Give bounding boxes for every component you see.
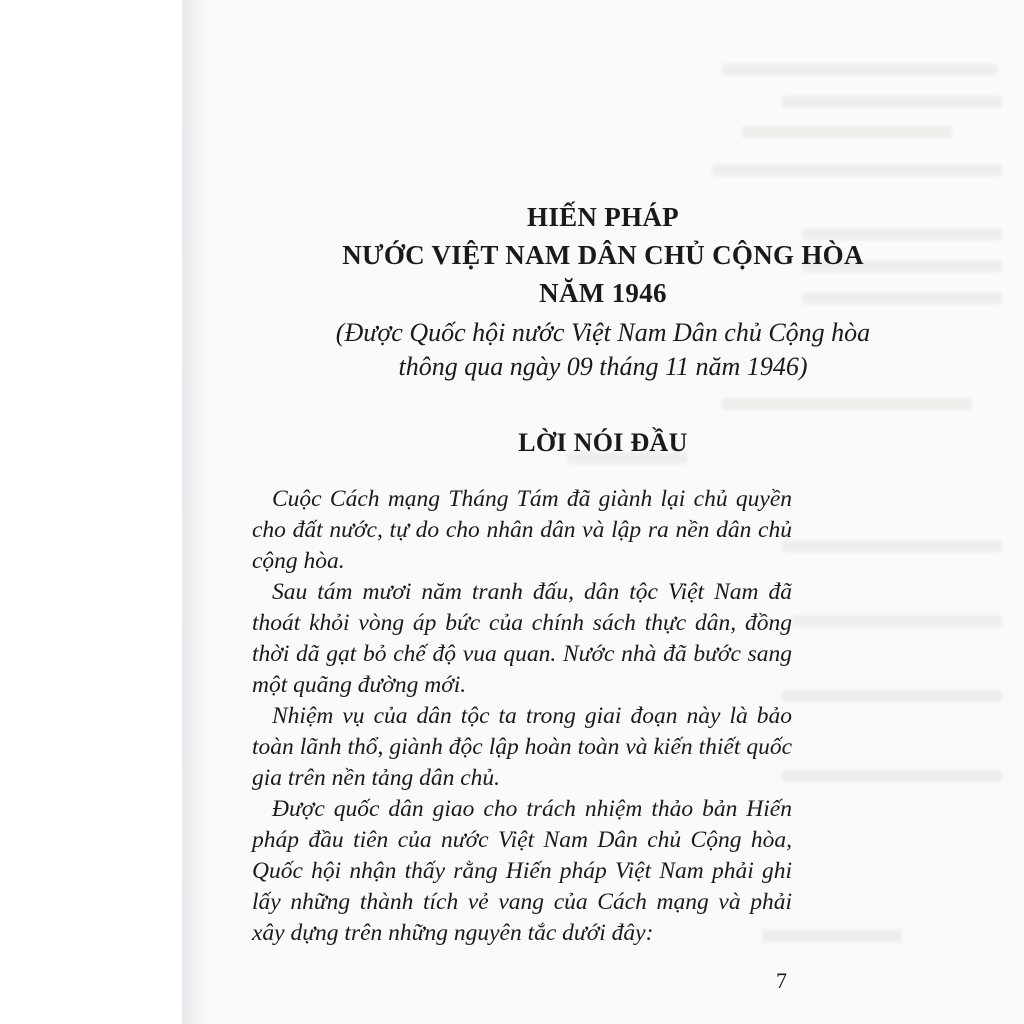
book-page: [182, 0, 1024, 1024]
title-line-2: NƯỚC VIỆT NAM DÂN CHỦ CỘNG HÒA: [342, 240, 864, 270]
title-line-3: NĂM 1946: [539, 278, 667, 308]
subtitle-line-1: (Được Quốc hội nước Việt Nam Dân chủ Cộng hòa: [335, 318, 871, 347]
paragraph-1: Cuộc Cách mạng Tháng Tám đã giành lại chủ quyền cho đất nước, tự do cho nhân dân và lập ra nền dân chủ cộng hòa.: [252, 486, 792, 574]
paragraph-3: Nhiệm vụ của dân tộc ta trong giai đoạn này là bảo toàn lãnh thổ, giành độc lập hoàn toàn và kiến thiết quốc gia trên nền tảng dân chủ.: [252, 703, 792, 791]
page-gutter-shadow: [182, 0, 208, 1024]
paragraph-4: Được quốc dân giao cho trách nhiệm thảo bản Hiến pháp đầu tiên của nước Việt Nam Dân chủ Cộng hòa, Quốc hội nhận thấy rằng Hiến pháp Việt Nam phải ghi lấy những thành tích vẻ vang của Cách mạng và phải xây dựng trên những nguyên tắc dưới đây:: [252, 796, 792, 946]
title-line-1: HIẾN PHÁP: [527, 202, 679, 232]
subtitle-line-2: thông qua ngày 09 tháng 11 năm 1946): [398, 352, 808, 381]
section-heading: LỜI NÓI ĐẦU: [518, 428, 688, 457]
paragraph-2: Sau tám mươi năm tranh đấu, dân tộc Việt Nam đã thoát khỏi vòng áp bức của chính sách thực dân, đồng thời dã gạt bỏ chế độ vua quan. Nước nhà đã bước sang một quãng đường mới.: [252, 579, 792, 698]
page-number: 7: [776, 968, 787, 993]
